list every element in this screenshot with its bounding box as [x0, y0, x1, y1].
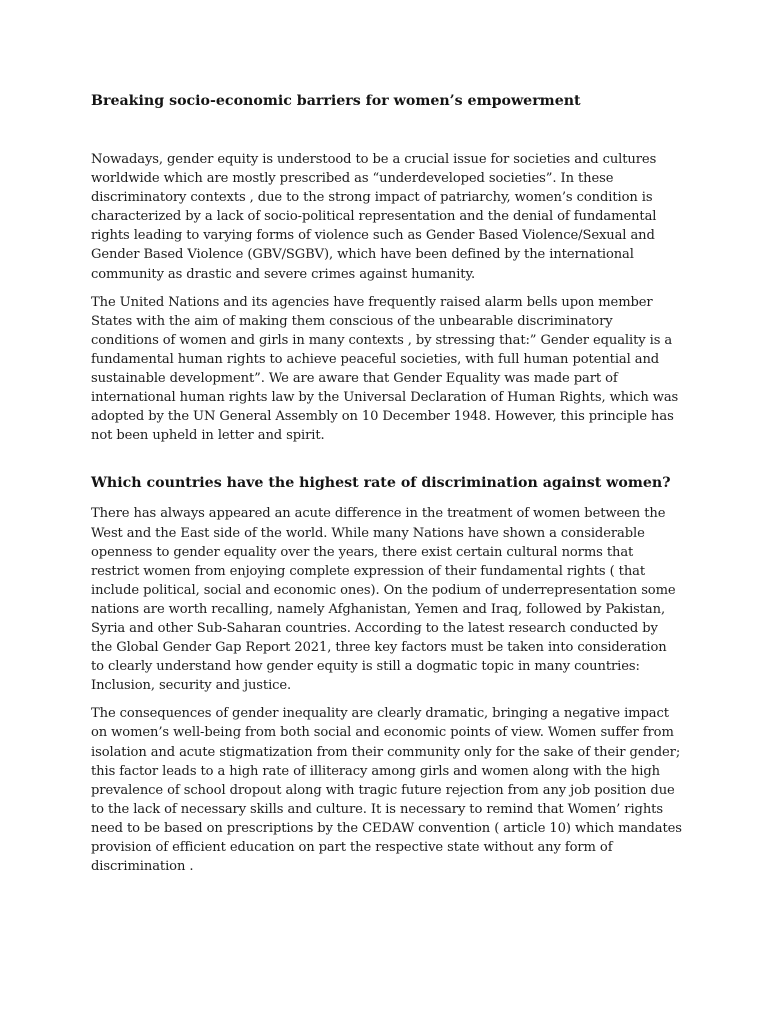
paragraph-section-2: The consequences of gender inequality are clearly dramatic, bringing a negative impact on women’s well-being from both social and economic points of view. Women suffer from isolation and acute stigmatization from their community only for the sake of their gender; this factor leads to a high rate of illiteracy among girls and women along with the high prevalence of school dropout along with tragic future rejection from any job position due to the lack of necessary skills and culture. It is necessary to remind that Women’ rights need to be based on prescriptions by the CEDAW convention ( article 10) which mandates provision of efficient education on part the respective state without any form of discrimination .	[91, 706, 682, 875]
paragraph-section-1: There has always appeared an acute difference in the treatment of women between the West and the East side of the world. While many Nations have shown a considerable openness to gender equality over the years, there exist certain cultural norms that restrict women from enjoying complete expression of their fundamental rights ( that include political, social and economic ones). On the podium of underrepresentation some nations are worth recalling, namely Afghanistan, Yemen and Iraq, followed by Pakistan, Syria and other Sub-Saharan countries. According to the latest research conducted by the Global Gender Gap Report 2021, three key factors must be taken into consideration to clearly understand how gender equity is still a dogmatic topic in many countries: Inclusion, security and justice.	[91, 506, 676, 694]
paragraph-intro-1: Nowadays, gender equity is understood to be a crucial issue for societies and cultures worldwide which are mostly prescribed as “underdeveloped societies”. In these discriminatory contexts , due to the strong impact of patriarchy, women’s condition is characterized by a lack of socio-political representation and the denial of fundamental rights leading to varying forms of violence such as Gender Based Violence/Sexual and Gender Based Violence (GBV/SGBV), which have been defined by the international community as drastic and severe crimes against humanity.	[91, 152, 657, 282]
paragraph-intro-2: The United Nations and its agencies have frequently raised alarm bells upon member States with the aim of making them conscious of the unbearable discriminatory conditions of women and girls in many contexts , by stressing that:” Gender equality is a fundamental human rights to achieve peaceful societies, with full human potential and sustainable development”. We are aware that Gender Equality was made part of international human rights law by the Universal Declaration of Human Rights, which was adopted by the UN General Assembly on 10 December 1948. However, this principle has not been upheld in letter and spirit.	[91, 294, 679, 444]
document-title: Breaking socio-economic barriers for women’s empowerment	[91, 93, 581, 109]
section-heading: Which countries have the highest rate of discrimination against women?	[91, 475, 671, 492]
